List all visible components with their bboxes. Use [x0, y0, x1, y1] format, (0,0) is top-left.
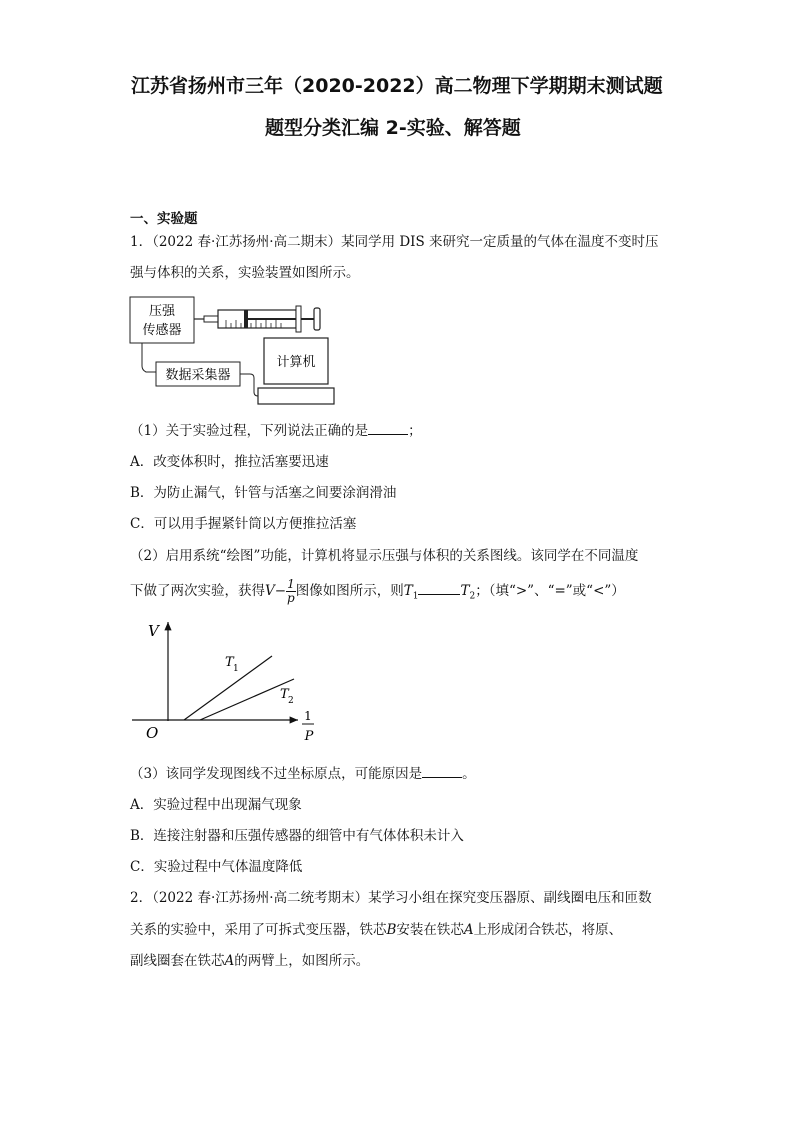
origin-label: O: [146, 724, 159, 742]
answer-blank-2[interactable]: [418, 582, 460, 595]
apparatus-figure: [128, 292, 338, 410]
q1-sub1-stem: （1）关于实验过程，下列说法正确的是 ；: [130, 423, 422, 439]
q1-sub3-option-b: B．连接注射器和压强传感器的细管中有气体体积未计入: [130, 828, 464, 844]
page-title-line1: 江苏省扬州市三年（2020-2022）高二物理下学期期末测试题: [131, 75, 663, 97]
t2-label: T: [280, 687, 289, 702]
q2-line3: 副线圈套在铁芯A的两臂上，如图所示。: [130, 953, 370, 969]
sensor-label-line1: 压强: [148, 304, 176, 319]
t1-label: T: [225, 655, 234, 670]
computer-base: [258, 388, 334, 404]
answer-blank-3[interactable]: [422, 765, 462, 778]
y-axis-label: V: [148, 622, 159, 640]
q1-intro-line2: 强与体积的关系，实验装置如图所示。: [130, 265, 360, 281]
q1-sub2-line1: （2）启用系统“绘图”功能，计算机将显示压强与体积的关系图线。该同学在不同温度: [130, 548, 639, 564]
section-heading: 一、实验题: [130, 211, 198, 227]
q2-line2: 关系的实验中，采用了可拆式变压器，铁芯B安装在铁芯A上形成闭合铁芯，将原、: [130, 922, 623, 938]
q1-sub3-option-c: C．实验过程中气体温度降低: [130, 859, 303, 875]
x-label-den: P: [304, 729, 314, 744]
q1-sub3-stem: （3）该同学发现图线不过坐标原点，可能原因是 。: [130, 766, 476, 782]
q1-sub1-option-c: C．可以用手握紧针筒以方便推拉活塞: [130, 516, 357, 532]
svg-text:2: 2: [288, 696, 294, 706]
x-label-num: 1: [304, 709, 312, 723]
svg-text:1: 1: [233, 664, 239, 674]
q1-sub1-option-b: B．为防止漏气，针管与活塞之间要涂润滑油: [130, 485, 397, 501]
q2-line1: 2．（2022 春·江苏扬州·高二统考期末）某学习小组在探究变压器原、副线圈电压和匝数: [130, 890, 652, 906]
q1-intro-line1: 1．（2022 春·江苏扬州·高二期末）某同学用 DIS 来研究一定质量的气体在温度不变时压: [130, 234, 659, 250]
collector-label: 数据采集器: [165, 368, 231, 383]
v-inverse-p-graph: [132, 616, 332, 748]
computer-label: 计算机: [276, 355, 316, 370]
q1-sub3-option-a: A．实验过程中出现漏气现象: [130, 797, 302, 813]
syringe-nozzle: [204, 316, 218, 322]
fraction-1-over-p: $\frac{1}{p}$: [287, 577, 295, 605]
q1-sub2-line2: 下做了两次实验，获得V− $\frac{1}{p}$ 图像如图所示，则$T_1$ $T_2$；（填“>”、“=”或“<”）: [130, 577, 625, 605]
plunger-handle: [314, 308, 320, 330]
answer-blank-1[interactable]: [368, 422, 408, 435]
page-title-line2: 题型分类汇编 2-实验、解答题: [265, 117, 521, 139]
q1-sub1-option-a: A．改变体积时，推拉活塞要迅速: [130, 454, 329, 470]
sensor-label-line2: 传感器: [142, 323, 182, 338]
piston: [244, 310, 248, 328]
